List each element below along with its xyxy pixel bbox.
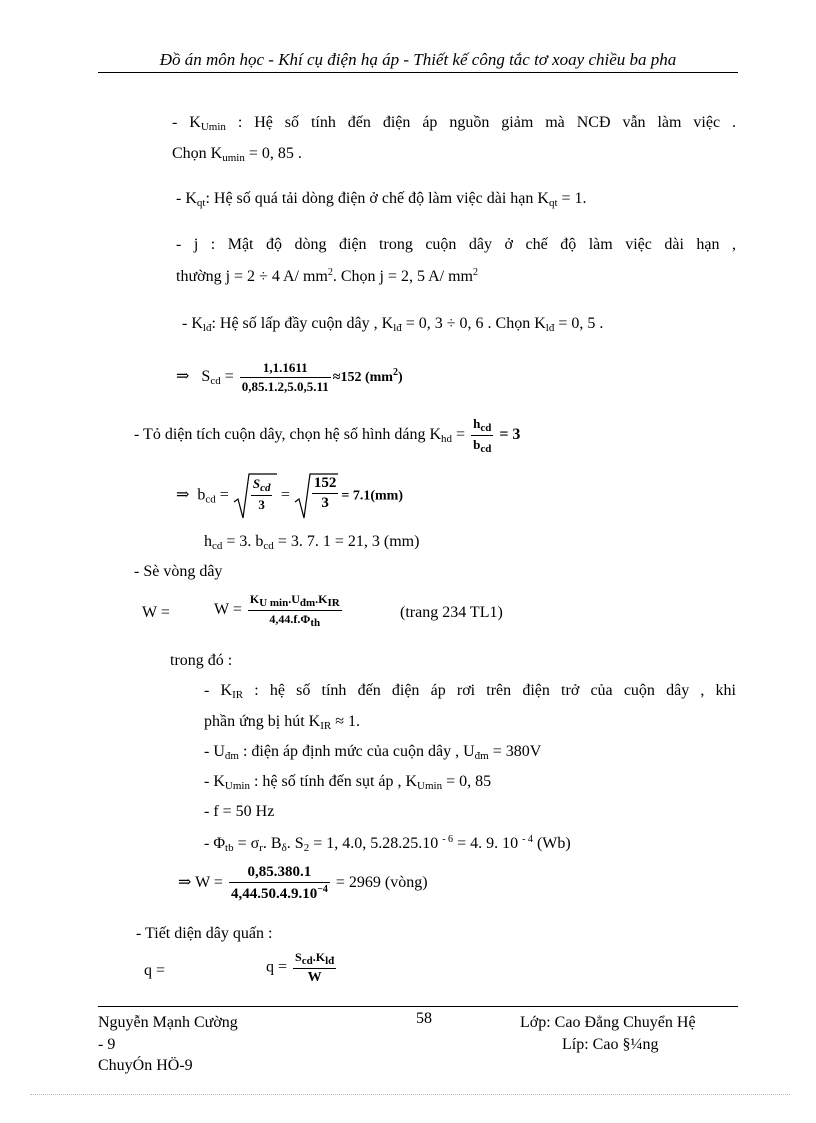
kld-definition: - $K_{lđ}$: Hệ số lấp đầy cuộn dây , $K_{lđ} = 0$, 3 ÷ 0, 6 . Chọn $K_{lđ} = 0$, 5 . — [182, 315, 604, 334]
frequency-line: - f = 50 Hz — [204, 803, 275, 820]
kumin-voltage-drop: - $K_{Umin}$ : hệ số tính đến sụt áp , $K_{Umin} = 0$, 85 — [204, 773, 492, 792]
udm-definition: - $U_{đm}$ : điện áp định mức của cuộn dây , $U_{đm} = 380V$ — [204, 743, 542, 762]
page-number: 58 — [416, 1010, 432, 1027]
bcd-equation: ⇒ $b_{cd}$ = $S_{cd}$ 3 = $\frac{152}{3}$ = 7.1(mm) — [176, 472, 403, 520]
sqrt-symbol: $S_{cd}$ 3 — [233, 472, 277, 520]
flux-equation: - $\Phi_{tb} = \sigma_r$. $B_\delta$. $S_2 = 1$, 4.0, 5.28.25.10 $^{- 6}$ = 4. 9. 10 $^{- 4}$ (Wb) — [204, 834, 571, 854]
wire-section-heading: - Tiết diện dây quấn : — [136, 925, 273, 942]
kir-definition: - $K_{IR}$ : hệ số tính đến điện áp rơi trên điện trở của cuộn dây , khi — [204, 682, 736, 701]
header-rule — [98, 72, 738, 73]
footer-rule — [98, 1006, 738, 1007]
sqrt-symbol: $\frac{152}{3}$ — [294, 472, 338, 520]
footer-class: Lớp: Cao Đẳng Chuyển Hệ — [520, 1014, 696, 1031]
hcd-equation: $h_{cd} = 3$. $b_{cd} = 3$. 7. 1 = 21, 3 (mm) — [204, 533, 420, 552]
reference-note: (trang 234 TL1) — [400, 604, 503, 621]
where-label: trong đó : — [170, 652, 233, 669]
page-header: Đồ án môn học - Khí cụ điện hạ áp - Thiết kế công tắc tơ xoay chiều ba pha — [159, 50, 677, 69]
turns-heading: - Sè vòng dây — [134, 563, 223, 580]
footer-author-line3: ChuyÓn HÖ-9 — [98, 1057, 193, 1074]
footer-author: Nguyễn Mạnh Cường — [98, 1014, 238, 1031]
page-bottom-divider — [30, 1094, 790, 1095]
w-formula: W = $\frac{K_{U min}.U_{đm}.K_{IR}}{4,44.f.\Phi_{th}}$ — [214, 592, 340, 629]
kumin-definition: - $K_{Umin}$ : Hệ số tính đến điện áp nguồn giảm mà NCĐ vẫn làm việc . — [172, 114, 736, 133]
current-density-definition: - j : Mật độ dòng điện trong cuộn dây ở chế độ làm việc dài hạn , — [176, 236, 736, 253]
shape-factor-line: - Tỏ diện tích cuộn dây, chọn hệ số hình dáng $K_{hd}$ = $\frac{h_{cd}}{b_{cd}}$ = 3 — [134, 416, 521, 455]
kumin-choice: Chọn $K_{umin} = 0$, 85 . — [172, 145, 302, 164]
footer-class-line2: Líp: Cao §¼ng — [562, 1036, 659, 1053]
kir-value: phần ứng bị hút $K_{IR} \approx 1$. — [204, 713, 360, 732]
current-density-choice: thường j = 2 ÷ 4 A/ $mm^2$. Chọn j = 2, 5 A/ $mm^2$ — [176, 267, 478, 285]
kqt-definition: - $K_{qt}$: Hệ số quá tải dòng điện ở chế độ làm việc dài hạn $K_{qt} = 1$. — [176, 190, 587, 209]
scd-equation: ⇒ $S_{cd}$ = $\frac{1,1.1611}{0,85.1.2,5.0,5.11}$ ≈152 $(mm^2)$ — [176, 360, 403, 394]
footer-author-line2: - 9 — [98, 1036, 116, 1053]
w-label: W = — [142, 604, 170, 621]
w-result-equation: ⇒ W = $\frac{0,85.380.1}{4,44.50.4.9.10^{-4}}$ = 2969 (vòng) — [178, 864, 428, 902]
q-formula: q = $\frac{S_{cd}.K_{lđ}}{W}$ — [266, 950, 335, 985]
q-label: q = — [144, 962, 166, 979]
